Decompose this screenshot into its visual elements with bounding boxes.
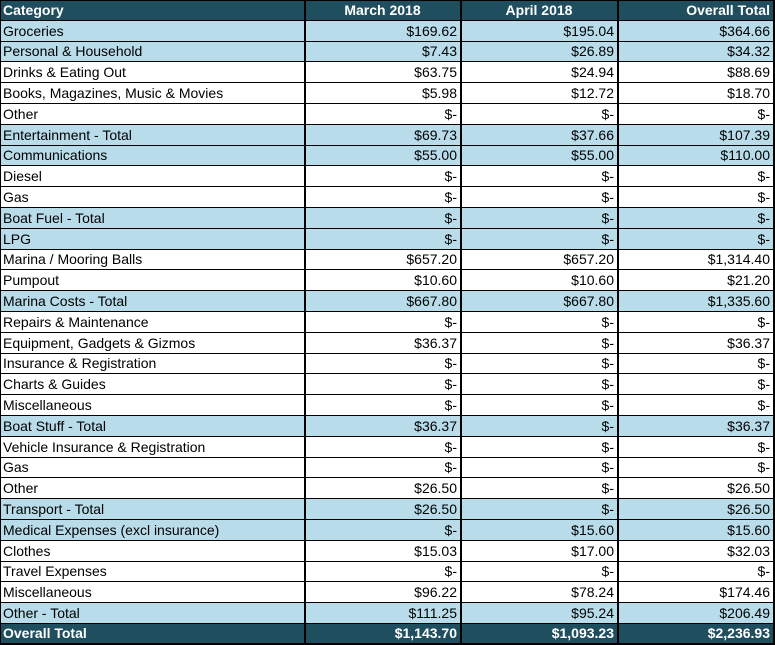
table-row [0, 146, 775, 167]
category-cell[interactable]: Groceries [0, 21, 306, 42]
category-cell[interactable]: Boat Fuel - Total [0, 208, 306, 229]
table-row [0, 416, 775, 437]
march-2018-cell[interactable]: $667.80 [306, 291, 462, 312]
overall-total-cell[interactable]: $18.70 [619, 83, 775, 104]
category-cell[interactable]: Other [0, 478, 306, 499]
category-cell[interactable]: Drinks & Eating Out [0, 62, 306, 83]
april-2018-cell[interactable]: $- [462, 437, 619, 458]
march-2018-cell[interactable]: $26.50 [306, 478, 462, 499]
march-2018-cell[interactable]: $169.62 [306, 21, 462, 42]
march-2018-cell[interactable]: $36.37 [306, 416, 462, 437]
march-2018-cell[interactable]: $96.22 [306, 582, 462, 603]
total-march[interactable]: $1,143.70 [306, 624, 462, 645]
overall-total-cell[interactable]: $- [619, 208, 775, 229]
category-cell[interactable]: Other [0, 104, 306, 125]
category-cell[interactable]: Communications [0, 146, 306, 167]
category-cell[interactable]: Transport - Total [0, 499, 306, 520]
march-2018-cell[interactable]: $63.75 [306, 62, 462, 83]
category-cell[interactable]: Boat Stuff - Total [0, 416, 306, 437]
overall-total-cell[interactable]: $- [619, 166, 775, 187]
march-2018-cell[interactable]: $69.73 [306, 125, 462, 146]
overall-total-cell[interactable]: $174.46 [619, 582, 775, 603]
table-row [0, 354, 775, 375]
march-2018-cell[interactable]: $- [306, 229, 462, 250]
table-row [0, 42, 775, 63]
category-cell[interactable]: Pumpout [0, 270, 306, 291]
category-cell[interactable]: Repairs & Maintenance [0, 312, 306, 333]
march-2018-cell[interactable]: $- [306, 374, 462, 395]
april-2018-cell[interactable]: $195.04 [462, 21, 619, 42]
march-2018-cell[interactable]: $7.43 [306, 42, 462, 63]
april-2018-cell[interactable]: $78.24 [462, 582, 619, 603]
category-cell[interactable]: LPG [0, 229, 306, 250]
table-row [0, 562, 775, 583]
april-2018-cell[interactable]: $- [462, 458, 619, 479]
overall-total-cell[interactable]: $- [619, 312, 775, 333]
table-row [0, 395, 775, 416]
overall-total-cell[interactable]: $- [619, 354, 775, 375]
total-label[interactable]: Overall Total [0, 624, 306, 645]
overall-total-cell[interactable]: $- [619, 229, 775, 250]
category-cell[interactable]: Charts & Guides [0, 374, 306, 395]
table-row [0, 437, 775, 458]
april-2018-cell[interactable]: $- [462, 499, 619, 520]
march-2018-cell[interactable]: $- [306, 166, 462, 187]
overall-total-cell[interactable]: $- [619, 395, 775, 416]
overall-total-cell[interactable]: $- [619, 562, 775, 583]
march-2018-cell[interactable]: $- [306, 437, 462, 458]
table-row [0, 270, 775, 291]
march-2018-cell[interactable]: $36.37 [306, 333, 462, 354]
march-2018-cell[interactable]: $- [306, 458, 462, 479]
overall-total-cell[interactable]: $- [619, 104, 775, 125]
table-row [0, 603, 775, 624]
table-row [0, 541, 775, 562]
category-cell[interactable]: Travel Expenses [0, 562, 306, 583]
april-2018-cell[interactable]: $26.89 [462, 42, 619, 63]
total-overall[interactable]: $2,236.93 [619, 624, 775, 645]
march-2018-cell[interactable]: $- [306, 520, 462, 541]
april-2018-cell[interactable]: $55.00 [462, 146, 619, 167]
overall-total-cell[interactable]: $- [619, 374, 775, 395]
april-2018-cell[interactable]: $- [462, 374, 619, 395]
table-row [0, 21, 775, 42]
table-row [0, 374, 775, 395]
march-2018-cell[interactable]: $5.98 [306, 83, 462, 104]
table-row [0, 125, 775, 146]
overall-total-cell[interactable]: $110.00 [619, 146, 775, 167]
april-2018-cell[interactable]: $- [462, 416, 619, 437]
table-row [0, 166, 775, 187]
april-2018-cell[interactable]: $24.94 [462, 62, 619, 83]
table-row [0, 83, 775, 104]
march-2018-cell[interactable]: $- [306, 562, 462, 583]
table-row [0, 520, 775, 541]
april-2018-cell[interactable]: $- [462, 187, 619, 208]
overall-total-cell[interactable]: $364.66 [619, 21, 775, 42]
category-cell[interactable]: Gas [0, 187, 306, 208]
april-2018-cell[interactable]: $- [462, 354, 619, 375]
overall-total-cell[interactable]: $1,314.40 [619, 250, 775, 271]
category-cell[interactable]: Miscellaneous [0, 582, 306, 603]
category-cell[interactable]: Marina Costs - Total [0, 291, 306, 312]
category-cell[interactable]: Diesel [0, 166, 306, 187]
march-2018-cell[interactable]: $26.50 [306, 499, 462, 520]
april-2018-cell[interactable]: $- [462, 229, 619, 250]
april-2018-cell[interactable]: $- [462, 562, 619, 583]
category-cell[interactable]: Personal & Household [0, 42, 306, 63]
table-row [0, 312, 775, 333]
overall-total-cell[interactable]: $36.37 [619, 416, 775, 437]
overall-total-cell[interactable]: $- [619, 458, 775, 479]
category-cell[interactable]: Insurance & Registration [0, 354, 306, 375]
category-cell[interactable]: Miscellaneous [0, 395, 306, 416]
overall-total-cell[interactable]: $15.60 [619, 520, 775, 541]
overall-total-cell[interactable]: $- [619, 437, 775, 458]
overall-total-cell[interactable]: $88.69 [619, 62, 775, 83]
march-2018-cell[interactable]: $- [306, 354, 462, 375]
category-cell[interactable]: Clothes [0, 541, 306, 562]
april-2018-cell[interactable]: $95.24 [462, 603, 619, 624]
overall-total-cell[interactable]: $26.50 [619, 478, 775, 499]
table-row [0, 187, 775, 208]
category-cell[interactable]: Medical Expenses (excl insurance) [0, 520, 306, 541]
overall-total-cell[interactable]: $206.49 [619, 603, 775, 624]
category-cell[interactable]: Books, Magazines, Music & Movies [0, 83, 306, 104]
april-2018-cell[interactable]: $- [462, 104, 619, 125]
header-category[interactable]: Category [0, 0, 306, 21]
april-2018-cell[interactable]: $- [462, 208, 619, 229]
march-2018-cell[interactable]: $55.00 [306, 146, 462, 167]
april-2018-cell[interactable]: $- [462, 333, 619, 354]
table-row [0, 333, 775, 354]
overall-total-cell[interactable]: $107.39 [619, 125, 775, 146]
header-overall-total[interactable]: Overall Total [619, 0, 775, 21]
category-cell[interactable]: Marina / Mooring Balls [0, 250, 306, 271]
march-2018-cell[interactable]: $- [306, 208, 462, 229]
april-2018-cell[interactable]: $657.20 [462, 250, 619, 271]
header-march-2018[interactable]: March 2018 [306, 0, 462, 21]
april-2018-cell[interactable]: $- [462, 395, 619, 416]
category-cell[interactable]: Entertainment - Total [0, 125, 306, 146]
april-2018-cell[interactable]: $667.80 [462, 291, 619, 312]
overall-total-cell[interactable]: $34.32 [619, 42, 775, 63]
table-row [0, 104, 775, 125]
march-2018-cell[interactable]: $10.60 [306, 270, 462, 291]
overall-total-cell[interactable]: $- [619, 187, 775, 208]
total-april[interactable]: $1,093.23 [462, 624, 619, 645]
march-2018-cell[interactable]: $- [306, 312, 462, 333]
table-row [0, 250, 775, 271]
april-2018-cell[interactable]: $17.00 [462, 541, 619, 562]
april-2018-cell[interactable]: $- [462, 312, 619, 333]
overall-total-cell[interactable]: $1,335.60 [619, 291, 775, 312]
april-2018-cell[interactable]: $15.60 [462, 520, 619, 541]
april-2018-cell[interactable]: $- [462, 478, 619, 499]
category-cell[interactable]: Vehicle Insurance & Registration [0, 437, 306, 458]
table-row [0, 458, 775, 479]
table-row [0, 291, 775, 312]
march-2018-cell[interactable]: $- [306, 395, 462, 416]
march-2018-cell[interactable]: $657.20 [306, 250, 462, 271]
category-cell[interactable]: Gas [0, 458, 306, 479]
header-row [0, 0, 775, 21]
april-2018-cell[interactable]: $- [462, 166, 619, 187]
overall-total-cell[interactable]: $36.37 [619, 333, 775, 354]
table-row [0, 478, 775, 499]
overall-total-row [0, 624, 775, 645]
april-2018-cell[interactable]: $10.60 [462, 270, 619, 291]
table-row [0, 499, 775, 520]
header-april-2018[interactable]: April 2018 [462, 0, 619, 21]
table-row [0, 229, 775, 250]
march-2018-cell[interactable]: $- [306, 187, 462, 208]
category-cell[interactable]: Other - Total [0, 603, 306, 624]
overall-total-cell[interactable]: $21.20 [619, 270, 775, 291]
march-2018-cell[interactable]: $111.25 [306, 603, 462, 624]
overall-total-cell[interactable]: $32.03 [619, 541, 775, 562]
table-row [0, 62, 775, 83]
april-2018-cell[interactable]: $12.72 [462, 83, 619, 104]
april-2018-cell[interactable]: $37.66 [462, 125, 619, 146]
overall-total-cell[interactable]: $26.50 [619, 499, 775, 520]
march-2018-cell[interactable]: $15.03 [306, 541, 462, 562]
category-cell[interactable]: Equipment, Gadgets & Gizmos [0, 333, 306, 354]
table-row [0, 582, 775, 603]
march-2018-cell[interactable]: $- [306, 104, 462, 125]
table-row [0, 208, 775, 229]
